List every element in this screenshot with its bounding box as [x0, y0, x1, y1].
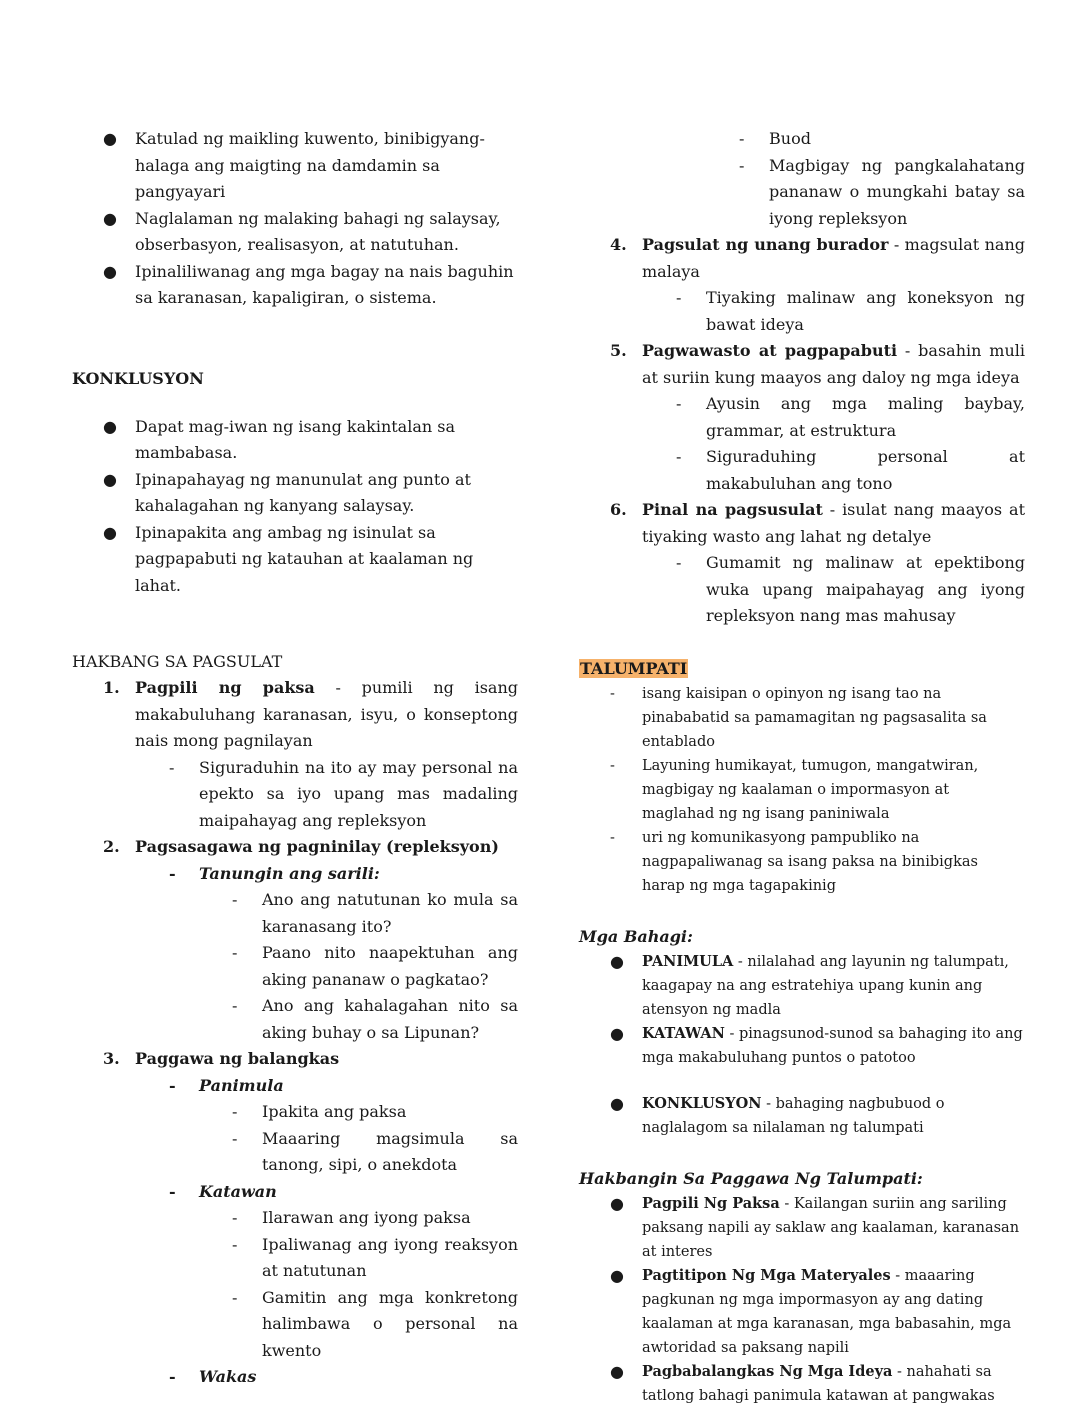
bahagi-item: ● KONKLUSYON - bahaging nagbubuod o naglalagom sa nilalaman ng talumpati — [610, 1093, 945, 1136]
list-item: ● Ipinaliliwanag ang mga bagay na nais baguhin sa karanasan, kapaligiran, o sistema. — [72, 259, 518, 312]
bullet-icon: ● — [610, 1093, 624, 1113]
panimula-item: - Maaaring magsimula sa tanong, sipi, o anekdota — [232, 1128, 518, 1174]
bahagi-item: ● PANIMULA - nilalahad ang layunin ng talumpatı, kaagapay na ang estratehiya upang kunin ang atensyon ng madla — [610, 951, 1009, 1018]
left-column — [72, 126, 518, 1391]
bullet-icon: ● — [610, 1193, 624, 1213]
step-4: 4. Pagsulat ng unang burador - magsulat nang malaya — [610, 235, 1025, 281]
question-item: - Ano ang natutunan ko mula sa karanasang ito? — [232, 890, 518, 936]
bahagi-item: ● KATAWAN - pinagsunod-sunod sa bahaging ito ang mga makabuluhang puntos o patotoo — [610, 1023, 1023, 1066]
step-1-sub: - Siguraduhin na ito ay may personal na epekto sa iyo upang mas madaling maipahayag ang repleksyon — [169, 757, 518, 830]
bullet-icon: ● — [103, 522, 117, 542]
question-item: - Ano ang kahalagahan nito sa aking buhay o sa Lipunan? — [232, 996, 518, 1042]
step-2: 2. Pagsasagawa ng pagninilay (repleksyon) — [103, 837, 499, 856]
right-column — [579, 126, 1025, 1408]
step-1: 1. Pagpili ng paksa - pumili ng isang makabuluhang karanasan, isyu, o konseptong nais mong pagnilayan — [103, 678, 518, 750]
step-3: 3. Paggawa ng balangkas — [103, 1049, 340, 1068]
talumpati-def: - Layuning humikayat, tumugon, mangatwiran, magbigay ng kaalaman o impormasyon at maglahad ng ng isang paniniwala — [610, 757, 979, 822]
wakas-item: - Magbigay ng pangkalahatang pananaw o mungkahi batay sa iyong repleksyon — [739, 155, 1025, 228]
hakbangin-item: ● Pagtitipon Ng Mga Materyales - maaaring pagkunan ng mga impormasyon ay ang dating kaalaman at mga karanasan, mga babasahin, mga awtoridad sa paksang napili — [610, 1265, 1012, 1356]
panimula-title: - Panimula — [169, 1075, 284, 1095]
talumpati-heading: TALUMPATI — [580, 658, 688, 678]
step-5: 5. Pagwawasto at pagpapabuti - basahin muli at suriin kung maayos ang daloy ng mga ideya — [610, 341, 1025, 387]
hakbang-heading: HAKBANG SA PAGSULAT — [72, 652, 283, 671]
step-4-sub: - Tiyaking malinaw ang koneksyon ng bawat ideya — [676, 288, 1025, 334]
list-item: ● Ipinapakita ang ambag ng isinulat sa pagpapabuti ng katauhan at kaalaman ng lahat. — [72, 520, 518, 600]
konklusyon-heading: KONKLUSYON — [72, 368, 204, 388]
question-item: - Paano nito naapektuhan ang aking pananaw o pagkatao? — [232, 943, 518, 989]
hakbangin-item: ● Pagpili Ng Paksa - Kailangan suriin ang sariling paksang napili ay saklaw ang kaalaman, karanasan at interes — [610, 1193, 1020, 1260]
talumpati-def: - isang kaisipan o opinyon ng isang tao na pinababatid sa pamamagitan ng pagsasalita sa entablado — [610, 685, 987, 750]
bullet-icon: ● — [103, 469, 117, 489]
panimula-item: - Ipakita ang paksa — [232, 1102, 407, 1121]
hakbangin-heading: Hakbangin Sa Paggawa Ng Talumpati: — [579, 1168, 923, 1188]
katawan-item: - Ilarawan ang iyong paksa — [232, 1208, 471, 1227]
bahagi-heading: Mga Bahagi: — [579, 926, 693, 946]
list-item: ● Ipinapahayag ng manunulat ang punto at kahalagahan ng kanyang salaysay. — [72, 467, 518, 520]
step-6: 6. Pinal na pagsusulat - isulat nang maayos at tiyaking wasto ang lahat ng detalye — [610, 500, 1026, 546]
bullet-icon: ● — [103, 416, 117, 436]
katawan-item: - Ipaliwanag ang iyong reaksyon at natutunan — [232, 1234, 518, 1280]
bullet-icon: ● — [610, 1361, 624, 1381]
list-item: ● Dapat mag-iwan ng isang kakintalan sa mambabasa. — [72, 414, 518, 467]
list-item: ● Naglalaman ng malaking bahagi ng salaysay, obserbasyon, realisasyon, at natutuhan. — [72, 206, 518, 259]
step-2-subtitle: - Tanungin ang sarili: — [169, 863, 380, 883]
bullet-icon: ● — [103, 261, 117, 281]
bullet-icon: ● — [610, 1265, 624, 1285]
bullet-icon: ● — [103, 208, 117, 228]
talumpati-def: - uri ng komunikasyong pampubliko na nagpapaliwanag sa isang paksa na binibigkas harap ng mga tagapakinig — [610, 829, 978, 894]
katawan-item: - Gamitin ang mga konkretong halimbawa o personal na kwento — [232, 1287, 518, 1360]
step-5-sub: - Siguraduhing personal at makabuluhan ang tono — [676, 447, 1025, 493]
wakas-item: - Buod — [739, 129, 811, 148]
bullet-icon: ● — [610, 1023, 624, 1043]
bullet-icon: ● — [610, 951, 624, 971]
katawan-title: - Katawan — [169, 1181, 277, 1201]
bullet-icon: ● — [103, 129, 117, 148]
step-5-sub: - Ayusin ang mga maling baybay, grammar, at estruktura — [676, 394, 1025, 440]
wakas-title: - Wakas — [169, 1367, 257, 1386]
step-6-sub: - Gumamit ng malinaw at epektibong wuka upang maipahayag ang iyong repleksyon nang mas mahusay — [676, 553, 1025, 625]
list-item: ● Katulad ng maikling kuwento, binibigyang-halaga ang maigting na damdamin sa pangyayari — [72, 126, 518, 206]
hakbangin-item: ● Pagbabalangkas Ng Mga Ideya - nahahati sa tatlong bahagi panimula katawan at pangwakas — [610, 1361, 995, 1404]
